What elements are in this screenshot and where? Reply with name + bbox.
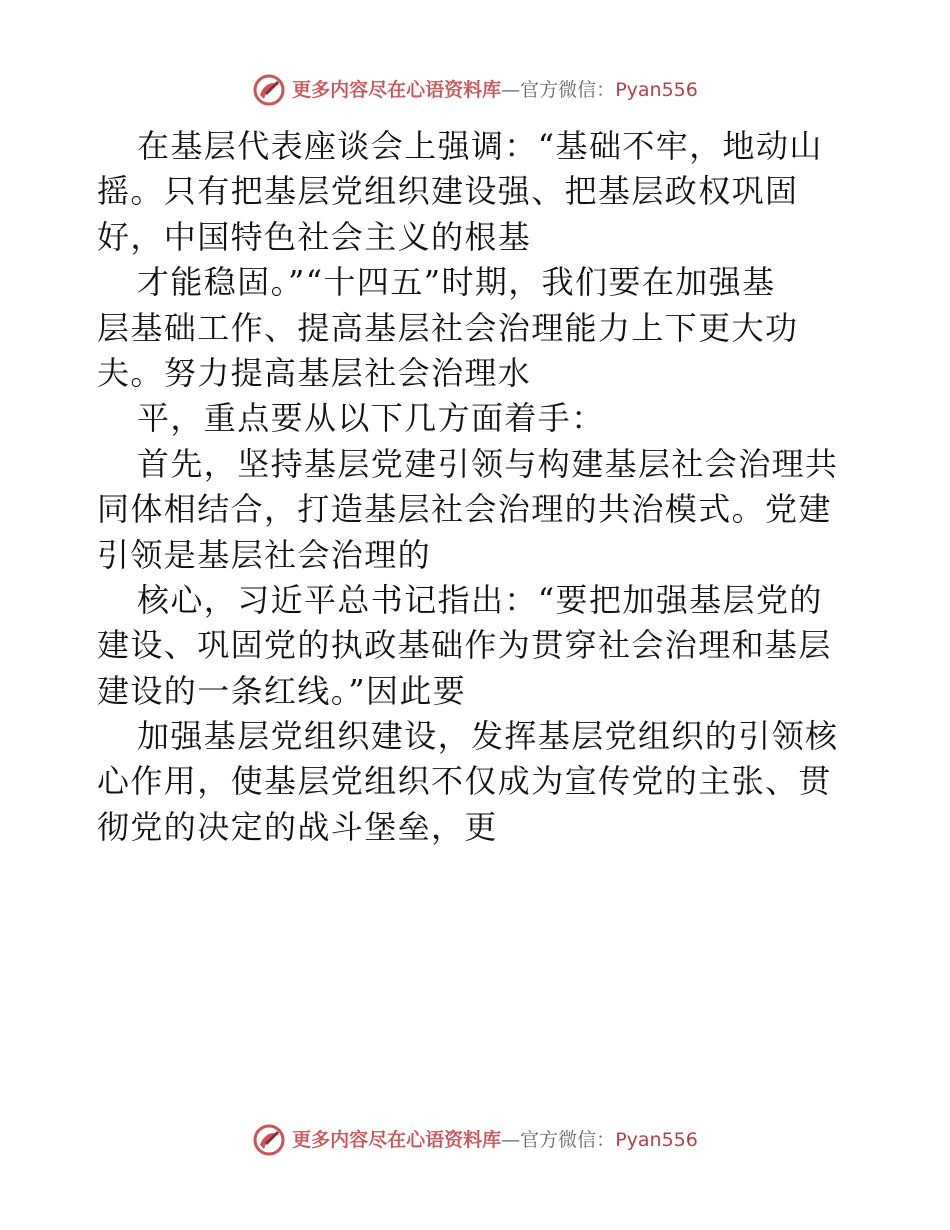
banner-site-name: 更多内容尽在心语资料库 [292, 1129, 502, 1151]
text-line: 平，重点要从以下几方面着手： [137, 399, 605, 438]
logo-swirl-icon [252, 1123, 286, 1157]
text-line: 加强基层党组织建设，发挥基层党组织的引领核 [137, 717, 839, 756]
text-line: 建设、巩固党的执政基础作为贯穿社会治理和基层 [97, 626, 832, 665]
footer-banner [0, 1120, 950, 1160]
text-line: 才能稳固。”“十四五”时期，我们要在加强基 [137, 263, 776, 302]
banner-text [292, 1128, 698, 1152]
banner-wechat-id: Pyan556 [615, 79, 698, 101]
header-banner [0, 70, 950, 110]
banner-text [292, 78, 698, 102]
banner-wechat-label: —官方微信： [501, 1129, 616, 1151]
text-line: 在基层代表座谈会上强调：“基础不牢，地动山 [137, 127, 823, 165]
document-body [97, 124, 857, 850]
text-line: 心作用，使基层党组织不仅成为宣传党的主张、贯 [97, 762, 832, 801]
text-line: 夫。努力提高基层社会治理水 [97, 353, 532, 392]
text-line: 彻党的决定的战斗堡垒，更 [97, 807, 498, 846]
banner-site-name: 更多内容尽在心语资料库 [292, 79, 502, 101]
text-line: 摇。只有把基层党组织建设强、把基层政权巩固 [97, 172, 799, 211]
banner-wechat-id: Pyan556 [615, 1129, 698, 1151]
text-line: 首先，坚持基层党建引领与构建基层社会治理共 [137, 444, 839, 483]
text-line: 建设的一条红线。”因此要 [97, 671, 467, 710]
text-line: 层基础工作、提高基层社会治理能力上下更大功 [97, 308, 799, 347]
text-line: 好，中国特色社会主义的根基 [97, 217, 532, 256]
text-line: 同体相结合，打造基层社会治理的共治模式。党建 [97, 490, 832, 529]
banner-wechat-label: —官方微信： [501, 79, 616, 101]
logo-swirl-icon [252, 73, 286, 107]
text-line: 引领是基层社会治理的 [97, 535, 432, 574]
text-line: 核心，习近平总书记指出：“要把加强基层党的 [137, 580, 823, 619]
